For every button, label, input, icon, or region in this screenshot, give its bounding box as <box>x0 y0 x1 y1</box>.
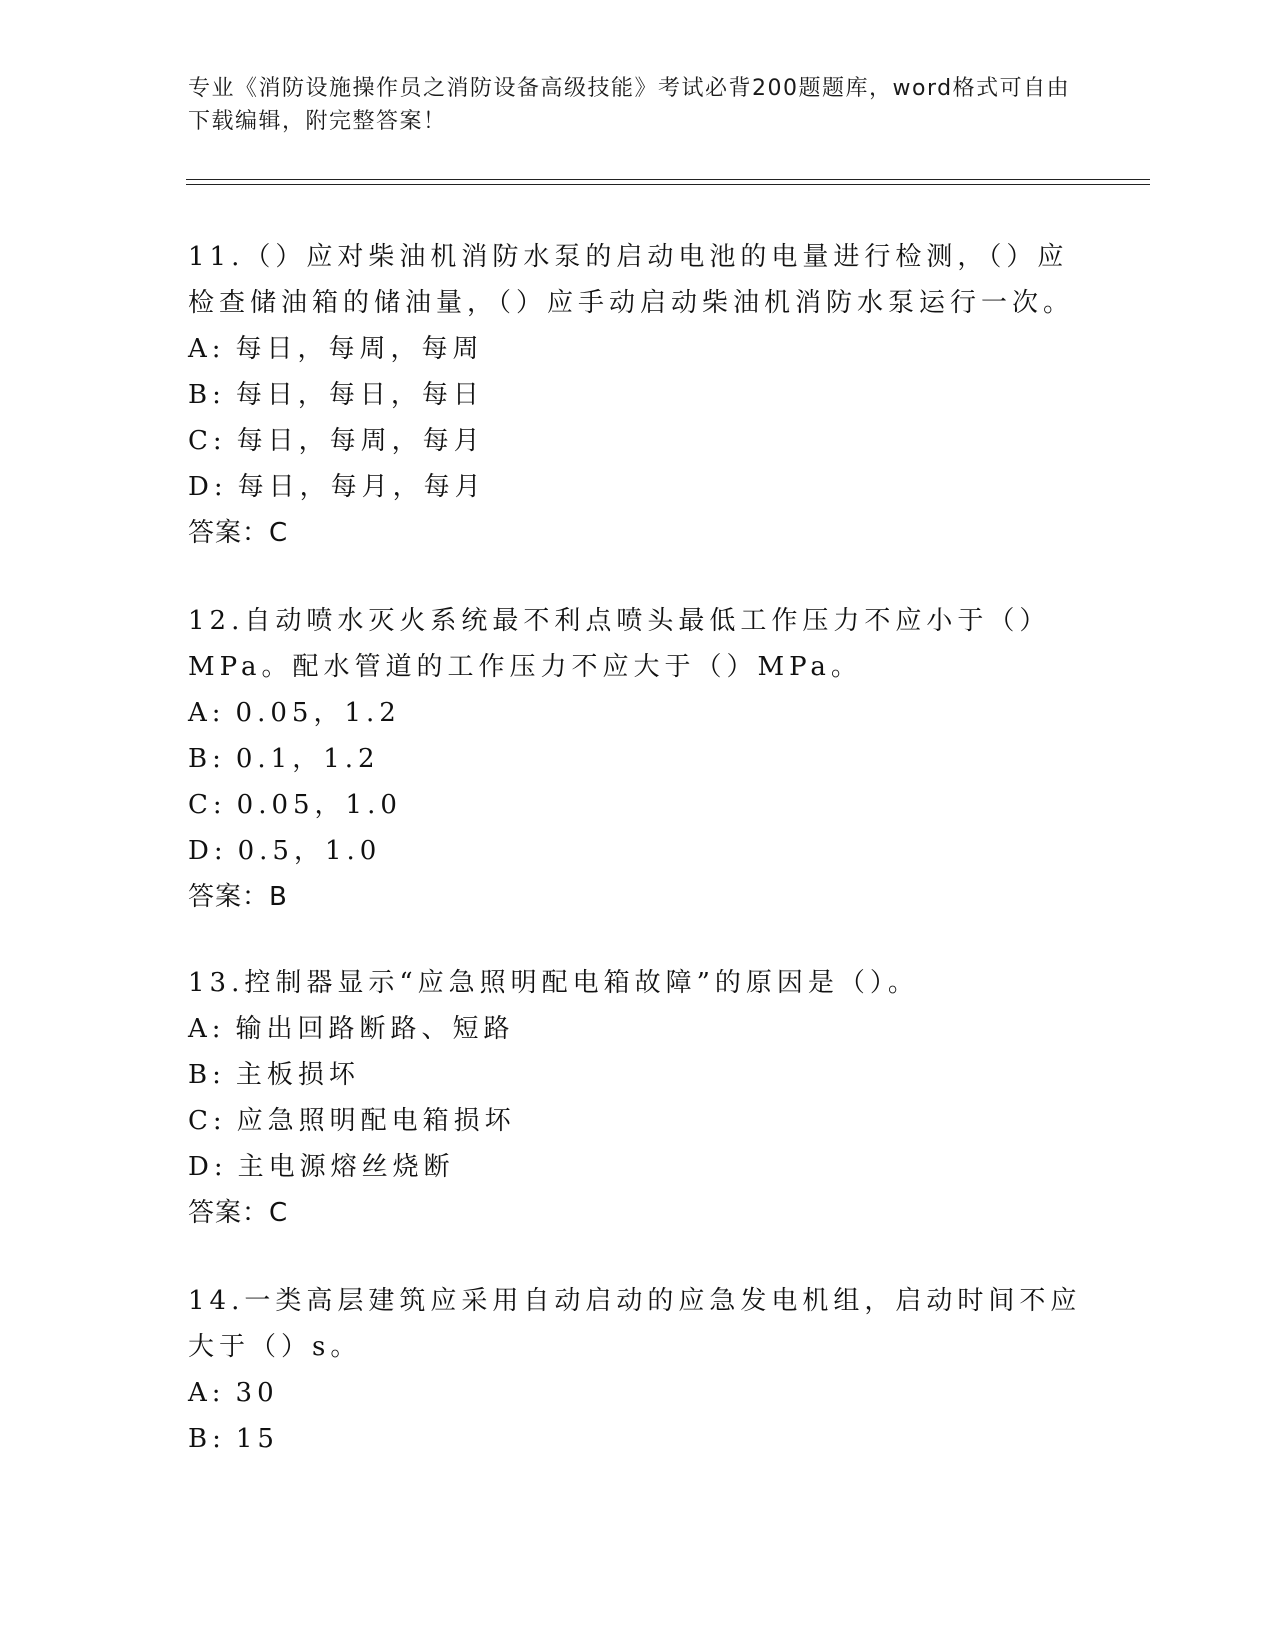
question-14 <box>188 1278 1088 1462</box>
option-label: B: <box>188 744 226 774</box>
option-b <box>188 1052 1088 1098</box>
option-c <box>188 418 1088 464</box>
option-text: 每日，每周，每月 <box>236 426 485 456</box>
question-stem: 12.自动喷水灭火系统最不利点喷头最低工作压力不应小于（）MPa。配水管道的工作压力不应大于（）MPa。 <box>188 606 1051 682</box>
option-label: C: <box>188 1106 227 1136</box>
option-text: 15 <box>235 1424 279 1454</box>
option-b <box>188 372 1088 418</box>
question-12 <box>188 598 1088 920</box>
option-label: A: <box>188 334 226 364</box>
option-d <box>188 828 1088 874</box>
header-divider-top <box>186 179 1150 180</box>
question-11 <box>188 234 1088 556</box>
option-label: A: <box>188 1378 226 1408</box>
option-label: C: <box>188 790 227 820</box>
option-label: D: <box>188 836 228 866</box>
option-a <box>188 326 1088 372</box>
option-text: 输出回路断路、短路 <box>235 1014 515 1044</box>
option-list <box>188 1370 1088 1462</box>
option-text: 每日，每周，每周 <box>235 334 484 364</box>
option-text: 每日，每月，每月 <box>237 472 486 502</box>
answer-line: 答案：C <box>188 518 289 548</box>
option-a <box>188 690 1088 736</box>
option-a <box>188 1370 1088 1416</box>
option-d <box>188 1144 1088 1190</box>
option-text: 30 <box>235 1378 279 1408</box>
option-c <box>188 782 1088 828</box>
option-text: 0.5，1.0 <box>237 836 382 866</box>
question-13 <box>188 960 1088 1236</box>
option-label: B: <box>188 1424 226 1454</box>
document-header: 专业《消防设施操作员之消防设备高级技能》考试必背200题题库，word格式可自由下载编辑，附完整答案！ <box>188 76 1071 134</box>
option-c <box>188 1098 1088 1144</box>
option-text: 0.1，1.2 <box>235 744 380 774</box>
option-text: 0.05，1.0 <box>236 790 402 820</box>
question-stem: 11.（）应对柴油机消防水泵的启动电池的电量进行检测，（）应检查储油箱的储油量，（）应手动启动柴油机消防水泵运行一次。 <box>188 242 1075 318</box>
option-label: B: <box>188 380 226 410</box>
option-label: A: <box>188 698 226 728</box>
option-label: D: <box>188 1152 228 1182</box>
option-label: A: <box>188 1014 226 1044</box>
question-stem: 13.控制器显示“应急照明配电箱故障”的原因是（）。 <box>188 968 919 998</box>
answer-line: 答案：C <box>188 1198 289 1228</box>
option-text: 0.05，1.2 <box>235 698 401 728</box>
option-list <box>188 690 1088 874</box>
option-text: 主电源熔丝烧断 <box>237 1152 455 1182</box>
option-label: B: <box>188 1060 226 1090</box>
option-list <box>188 326 1088 510</box>
option-b <box>188 736 1088 782</box>
option-a <box>188 1006 1088 1052</box>
option-label: D: <box>188 472 228 502</box>
option-text: 每日，每日，每日 <box>235 380 484 410</box>
option-d <box>188 464 1088 510</box>
option-text: 应急照明配电箱损坏 <box>236 1106 516 1136</box>
answer-line: 答案：B <box>188 882 288 912</box>
option-list <box>188 1006 1088 1190</box>
option-text: 主板损坏 <box>235 1060 360 1090</box>
option-b <box>188 1416 1088 1462</box>
option-label: C: <box>188 426 227 456</box>
header-divider-bottom <box>186 184 1150 185</box>
question-stem: 14.一类高层建筑应采用自动启动的应急发电机组，启动时间不应大于（）s。 <box>188 1286 1082 1362</box>
